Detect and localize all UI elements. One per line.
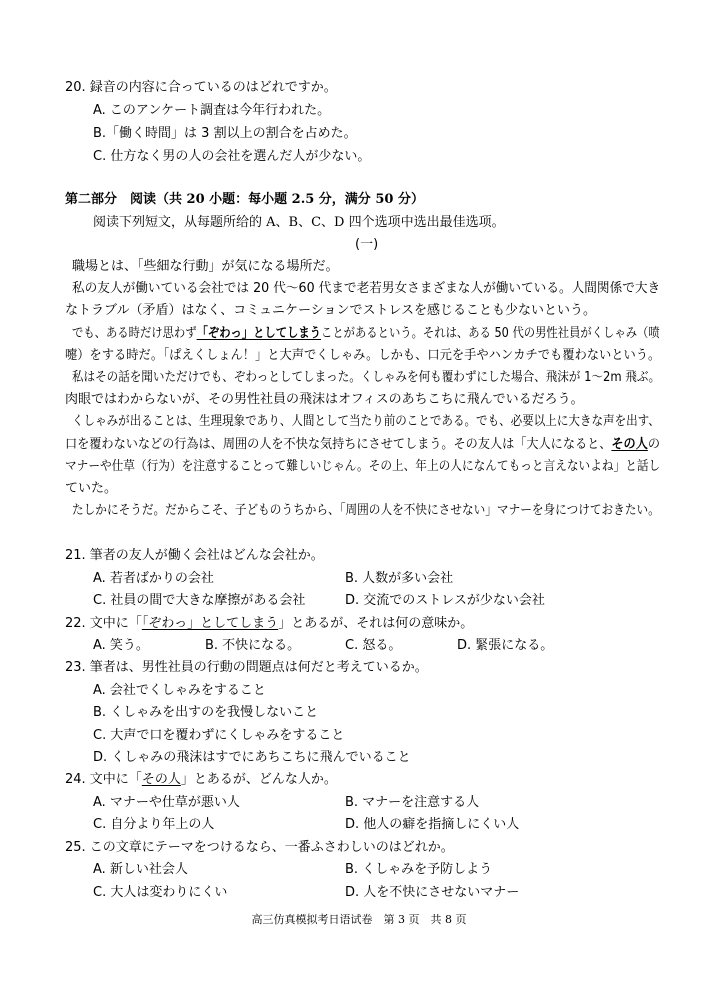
q25-option-d: D. 人を不快にさせないマナー (345, 885, 520, 900)
q22-option-c: C. 怒る。 (345, 638, 402, 653)
passage-line: 職場とは、「些細な行動」が気になる場所だ。 (72, 259, 339, 274)
section-heading: 第二部分 阅读（共 20 小题：每小题 2.5 分，满分 50 分） (65, 192, 424, 207)
passage-number: (一) (355, 237, 379, 252)
passage-text: ことがあるという。それは、ある 50 代の男性社員がくしゃみ（喷 (321, 326, 660, 341)
passage-line: ていた。 (65, 481, 118, 496)
q23-option-c: C. 大声で口を覆わずにくしゃみをすること (93, 728, 345, 743)
q21-option-a: A. 若者ばかりの会社 (93, 571, 214, 586)
passage-line: 肉眼ではわからないが、その男性社員の飛沫はオフィスのあちこちに飛んでいるだろう。 (65, 392, 584, 407)
passage-line: くしゃみが出ることは、生理現象であり、人間として当たり前のことである。でも、必要以上に大きな声を出す、 (72, 414, 660, 429)
q22-stem-text: 22. 文中に「 (65, 616, 142, 631)
q20-option-b: B.「働く時間」は 3 割以上の割合を占めた。 (93, 126, 357, 141)
passage-line: 嚏）をする時だ。「ぱえくしょん！」と大声でくしゃみ。しかも、口元を手やハンカチでも覆わないという。 (65, 348, 661, 363)
q21-option-c: C. 社員の間で大きな摩擦がある会社 (93, 593, 306, 608)
q24-option-b: B. マナーを注意する人 (345, 795, 480, 810)
underlined-phrase-sono-hito: その人 (611, 437, 648, 452)
section-instruction: 阅读下列短文，从每题所给的 A、B、C、D 四个选项中选出最佳选项。 (93, 215, 505, 230)
passage-text: 口を覆わないなどの行為は、周囲の人を不快な気持ちにさせてしまう。その友人は「大人になると、 (65, 437, 612, 452)
page-footer: 高三仿真模拟考日语试卷 第 3 页 共 8 页 (251, 913, 467, 926)
q25-option-a: A. 新しい社会人 (93, 862, 188, 877)
underlined-phrase-zowa: 「ぞわっ」としてしまう (196, 326, 322, 341)
passage-line: なトラブル（矛盾）はなく、コミュニケーションでストレスを感じることも少ないという。 (65, 303, 597, 318)
passage-line (72, 326, 660, 342)
q22-option-b: B. 不快になる。 (205, 638, 301, 653)
q20-stem: 20. 録音の内容に合っているのはどれですか。 (65, 80, 337, 95)
q23-option-a: A. 会社でくしゃみをすること (93, 683, 266, 698)
q22-option-a: A. 笑う。 (93, 638, 149, 653)
passage-text: でも、ある時だけ思わず (72, 326, 197, 341)
q24-stem-text: 」とあるが、どんな人か。 (180, 772, 337, 787)
q23-option-d: D. くしゃみの飛沫はすでにあちこちに飛んでいること (93, 750, 411, 765)
passage-line: マナーや仕草（行为）を注意することって難しいじゃん。その上、年上の人になんてもっと言えないよね」と話し (65, 459, 661, 474)
q21-option-b: B. 人数が多い会社 (345, 571, 454, 586)
q22-option-d: D. 緊張になる。 (457, 638, 554, 653)
q21-option-d: D. 交流でのストレスが少ない会社 (345, 593, 545, 608)
q24-underlined-phrase: その人 (141, 772, 181, 787)
passage-line: たしかにそうだ。だからこそ、子どものうちから、「周囲の人を不快にさせない」マナーを身につけておきたい。 (72, 503, 660, 518)
passage-line: 私の友人が働いている会社では 20 代～60 代まで老若男女さまざまな人が働いている。人間関係で大き (72, 281, 661, 296)
q21-stem: 21. 筆者の友人が働く会社はどんな会社か。 (65, 548, 324, 563)
q24-option-c: C. 自分より年上の人 (93, 817, 215, 832)
q25-option-c: C. 大人は変わりにくい (93, 885, 228, 900)
q24-stem-text: 24. 文中に「 (65, 772, 142, 787)
q23-stem: 23. 筆者は、男性社員の行動の問題点は何だと考えているか。 (65, 660, 428, 675)
q24-option-d: D. 他人の癖を指摘しにくい人 (345, 817, 520, 832)
q23-option-b: B. くしゃみを出すのを我慢しないこと (93, 705, 319, 720)
q25-option-b: B. くしゃみを予防しよう (345, 862, 493, 877)
passage-line: 私はその話を聞いただけでも、ぞわっとしてしまった。くしゃみを何も覆わずにした場合、飛沫が 1～2m 飛ぶ。 (72, 370, 661, 385)
q25-stem: 25. この文章にテーマをつけるなら、一番ふさわしいのはどれか。 (65, 840, 454, 855)
q24-option-a: A. マナーや仕草が悪い人 (93, 795, 240, 810)
q20-option-a: A. このアンケート調査は今年行われた。 (93, 103, 331, 118)
passage-line (65, 437, 660, 453)
q22-underlined-phrase: 「ぞわっ」としてしまう (141, 616, 279, 631)
q22-stem-text: 」とあるが、それは何の意味か。 (278, 616, 474, 631)
passage-text: の (647, 437, 661, 452)
q20-option-c: C. 仕方なく男の人の会社を選んだ人が少ない。 (93, 149, 371, 164)
q24-stem (65, 772, 337, 788)
q22-stem (65, 616, 473, 632)
